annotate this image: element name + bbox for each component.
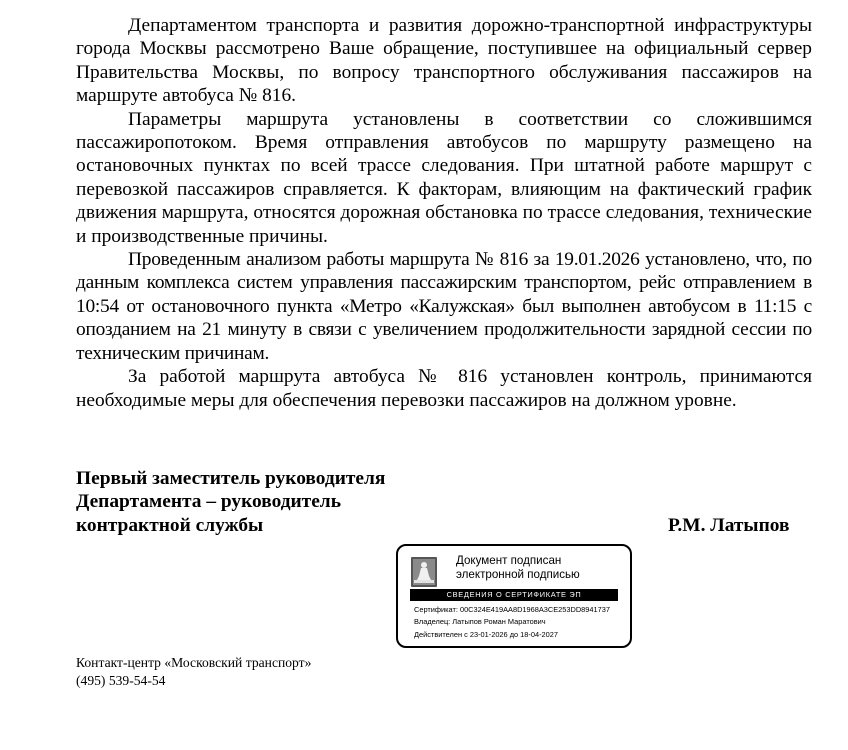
signer-name: Р.М. Латыпов [668, 515, 790, 536]
stamp-title-line-2: электронной подписью [456, 568, 580, 581]
electronic-signature-stamp [396, 544, 632, 648]
certificate-number: Сертификат: 00C324E419AA8D1968A3CE253DD8941737 [414, 605, 610, 614]
signer-position-line-3: контрактной службы [76, 514, 264, 536]
stamp-title-line-1: Документ подписан [456, 554, 562, 567]
moscow-coat-of-arms-icon [410, 556, 438, 588]
signer-position-line-2: Департамента – руководитель [76, 491, 341, 513]
paragraph-3: Проведенным анализом работы маршрута № 816 за 19.01.2026 установлено, что, по данным комплекса систем управления пассажирским транспортом, рейс отправлением в 10:54 от остановочного пункта «Метро «Калужская» был выполнен автобусом в 11:15 с опозданием на 21 минуту в связи с увеличением продолжительности зарядной сессии по техническим причинам. [76, 249, 812, 364]
paragraph-2: Параметры маршрута установлены в соответствии со сложившимся пассажиропотоком. Время отправления автобусов по маршруту размещено на остановочных пунктах по всей трассе следования. При штатной работе маршрут с перевозкой пассажиров справляется. К факторам, влияющим на фактический график движения маршрута, относятся дорожная обстановка по трассе следования, технические и производственные причины. [76, 108, 812, 247]
paragraph-1: Департаментом транспорта и развития дорожно-транспортной инфраструктуры города Москвы рассмотрено Ваше обращение, поступившее на официальный сервер Правительства Москвы, по вопросу транспортного обслуживания пассажиров на маршруте автобуса № 816. [76, 15, 812, 107]
certificate-owner: Владелец: Латыпов Роман Маратович [414, 617, 546, 627]
signer-position [76, 467, 385, 537]
paragraph-4: За работой маршрута автобуса № 816 установлен контроль, принимаются необходимые меры для обеспечения перевозки пассажиров на должном уровне. [76, 366, 812, 411]
contact-phone: (495) 539-54-54 [76, 672, 166, 688]
contact-block [76, 654, 311, 689]
certificate-validity: Действителен с 23-01-2026 до 18-04-2027 [414, 629, 558, 639]
signer-position-line-1: Первый заместитель руководителя [76, 468, 386, 489]
certificate-details [414, 604, 610, 641]
stamp-title [456, 554, 580, 582]
certificate-info-bar: СВЕДЕНИЯ О СЕРТИФИКАТЕ ЭП [410, 589, 618, 601]
contact-center: Контакт-центр «Московский транспорт» [76, 655, 312, 670]
letter-body [76, 14, 812, 412]
